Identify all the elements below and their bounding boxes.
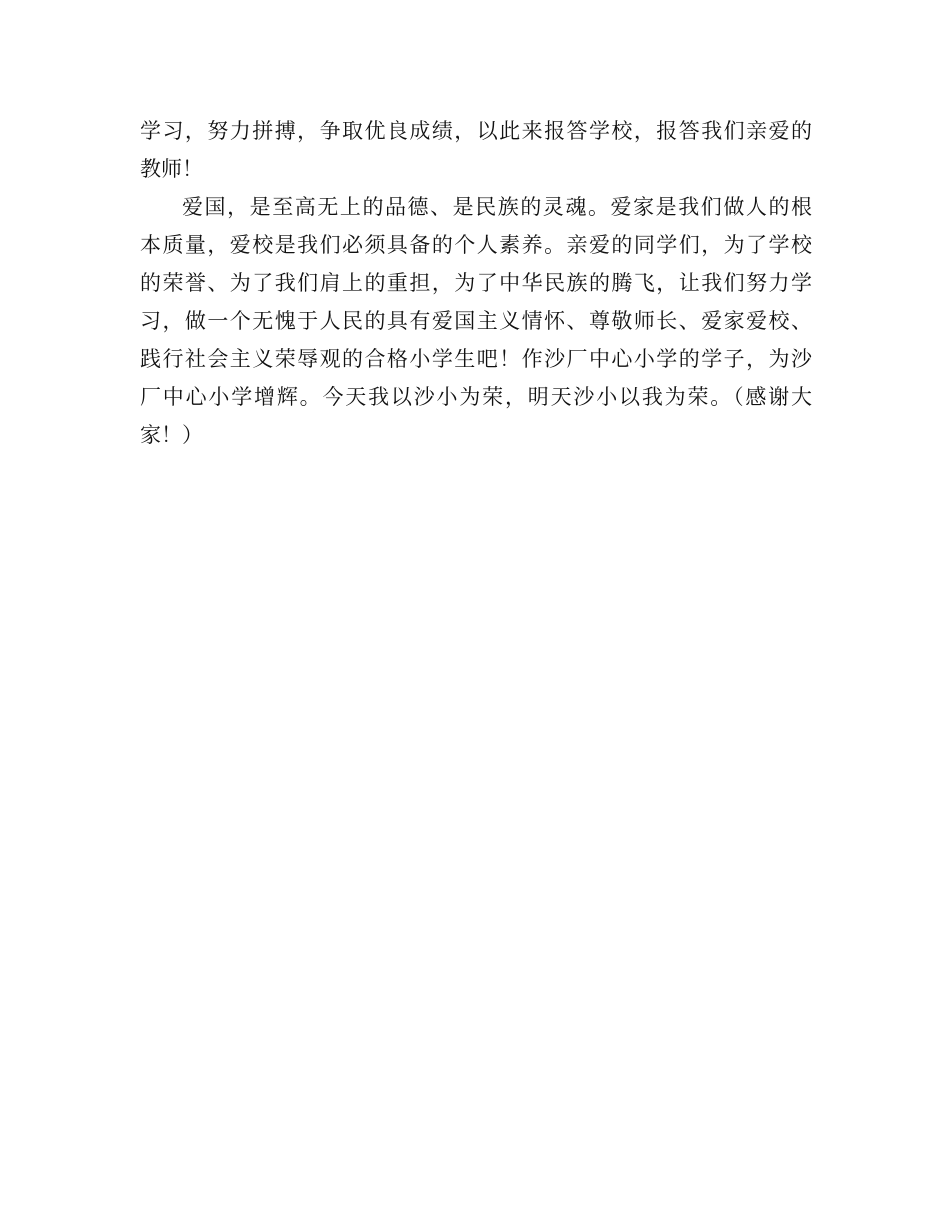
text-line: 厂中心小学增辉。今天我以沙小为荣，明天沙小以我为荣。（感谢大 — [140, 385, 812, 409]
text-line: 家！） — [140, 423, 203, 447]
text-line: 践行社会主义荣辱观的合格小学生吧！作沙厂中心小学的学子，为沙 — [140, 347, 812, 371]
text-line: 学习，努力拼搏，争取优良成绩，以此来报答学校，报答我们亲爱的 — [140, 119, 812, 143]
document-body — [140, 112, 812, 454]
text-line: 本质量，爱校是我们必须具备的个人素养。亲爱的同学们，为了学校 — [140, 233, 812, 257]
text-line: 的荣誉、为了我们肩上的重担，为了中华民族的腾飞，让我们努力学 — [140, 271, 812, 295]
text-line: 教师！ — [140, 157, 203, 181]
paragraph-first-line: 爱国，是至高无上的品德、是民族的灵魂。爱家是我们做人的根 — [182, 195, 812, 219]
text-line: 习，做一个无愧于人民的具有爱国主义情怀、尊敬师长、爱家爱校、 — [140, 309, 812, 333]
